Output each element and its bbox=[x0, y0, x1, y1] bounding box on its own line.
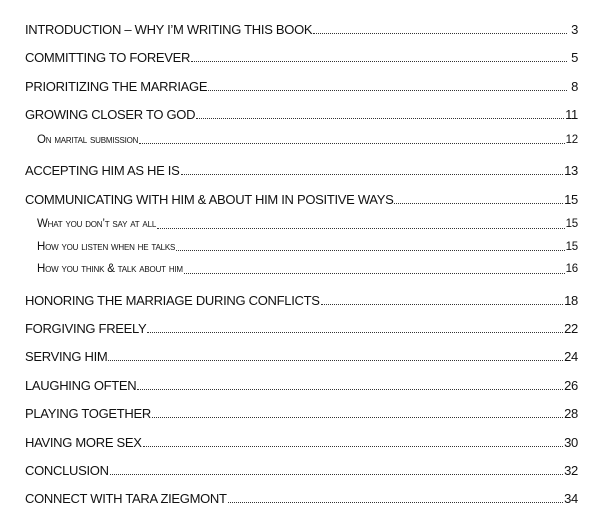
toc-entry-title: PLAYING TOGETHER bbox=[25, 406, 151, 422]
toc-entry-title: CONNECT WITH TARA ZIEGMONT bbox=[25, 491, 227, 507]
toc-entry-serving-him[interactable] bbox=[25, 341, 578, 369]
toc-entry-title: PRIORITIZING THE MARRIAGE bbox=[25, 78, 208, 94]
toc-entry-page: 3 bbox=[571, 22, 578, 37]
dot-leader bbox=[191, 60, 567, 62]
toc-entry-page: 15 bbox=[564, 191, 578, 207]
toc-entry-honoring-the-marriage[interactable] bbox=[25, 282, 578, 313]
dot-leader bbox=[143, 445, 564, 447]
toc-entry-page: 15 bbox=[565, 240, 578, 253]
toc-entry-page: 32 bbox=[564, 462, 578, 478]
toc-entry-page: 26 bbox=[564, 377, 578, 393]
dot-leader bbox=[110, 473, 563, 475]
toc-entry-title: GROWING CLOSER TO GOD bbox=[25, 107, 196, 123]
toc-entry-page: 5 bbox=[571, 50, 578, 66]
toc-entry-introduction[interactable] bbox=[25, 20, 578, 42]
toc-entry-title: LAUGHING OFTEN bbox=[25, 377, 137, 393]
toc-entry-title: How you listen when he talks bbox=[37, 240, 176, 253]
toc-entry-conclusion[interactable] bbox=[25, 455, 578, 483]
dot-leader bbox=[394, 202, 563, 204]
toc-entry-connect[interactable] bbox=[25, 483, 578, 511]
toc-entry-title: CONCLUSION bbox=[25, 462, 109, 478]
toc-entry-page: 30 bbox=[564, 434, 578, 450]
dot-leader bbox=[108, 359, 563, 361]
toc-entry-page: 15 bbox=[565, 218, 578, 231]
toc-entry-committing-to-forever[interactable] bbox=[25, 42, 578, 70]
dot-leader bbox=[137, 388, 563, 390]
toc-entry-page: 24 bbox=[564, 349, 578, 365]
toc-entry-page: 13 bbox=[564, 163, 578, 179]
toc-entry-title: How you think & talk about him bbox=[37, 263, 183, 276]
dot-leader bbox=[184, 272, 565, 274]
toc-entry-page: 22 bbox=[564, 320, 578, 336]
toc-entry-having-more-sex[interactable] bbox=[25, 426, 578, 454]
toc-subentry-how-you-think[interactable] bbox=[25, 259, 578, 282]
toc-entry-playing-together[interactable] bbox=[25, 398, 578, 426]
toc-subentry-what-you-dont-say[interactable] bbox=[25, 212, 578, 237]
toc-subentry-how-you-listen[interactable] bbox=[25, 237, 578, 260]
toc-entry-title: COMMITTING TO FOREVER bbox=[25, 50, 191, 66]
toc-subentry-on-marital-submission[interactable] bbox=[25, 127, 578, 152]
dot-leader bbox=[208, 89, 567, 91]
toc-entry-laughing-often[interactable] bbox=[25, 369, 578, 397]
dot-leader bbox=[152, 416, 563, 418]
toc-entry-title: On marital submission bbox=[37, 133, 139, 146]
dot-leader bbox=[196, 117, 564, 119]
dot-leader bbox=[313, 32, 567, 34]
toc-entry-page: 16 bbox=[565, 263, 578, 276]
dot-leader bbox=[321, 303, 564, 305]
dot-leader bbox=[157, 227, 565, 229]
toc-entry-title: HAVING MORE SEX bbox=[25, 434, 142, 450]
toc-entry-prioritizing-the-marriage[interactable] bbox=[25, 70, 578, 98]
toc-entry-page: 8 bbox=[571, 78, 578, 94]
toc-entry-title: HONORING THE MARRIAGE DURING CONFLICTS bbox=[25, 292, 320, 308]
toc-entry-page: 11 bbox=[565, 107, 578, 123]
dot-leader bbox=[228, 501, 563, 503]
dot-leader bbox=[176, 249, 564, 251]
toc-entry-title: COMMUNICATING WITH HIM & ABOUT HIM IN POSITIVE WAYS bbox=[25, 191, 394, 207]
toc-entry-page: 12 bbox=[565, 133, 578, 146]
toc-entry-page: 18 bbox=[564, 292, 578, 308]
dot-leader bbox=[181, 173, 564, 175]
toc-entry-title: What you don’t say at all bbox=[37, 218, 157, 231]
dot-leader bbox=[139, 142, 564, 144]
table-of-contents bbox=[25, 20, 578, 511]
toc-entry-forgiving-freely[interactable] bbox=[25, 313, 578, 341]
toc-entry-page: 28 bbox=[564, 406, 578, 422]
toc-entry-title: ACCEPTING HIM AS HE IS bbox=[25, 163, 180, 179]
toc-entry-title: FORGIVING FREELY bbox=[25, 320, 147, 336]
toc-entry-growing-closer-to-god[interactable] bbox=[25, 99, 578, 127]
toc-entry-communicating[interactable] bbox=[25, 183, 578, 211]
toc-entry-accepting-him[interactable] bbox=[25, 152, 578, 183]
toc-entry-title: SERVING HIM bbox=[25, 349, 108, 365]
toc-entry-title: INTRODUCTION – WHY I’M WRITING THIS BOOK bbox=[25, 22, 313, 37]
toc-entry-page: 34 bbox=[564, 491, 578, 507]
dot-leader bbox=[147, 331, 563, 333]
